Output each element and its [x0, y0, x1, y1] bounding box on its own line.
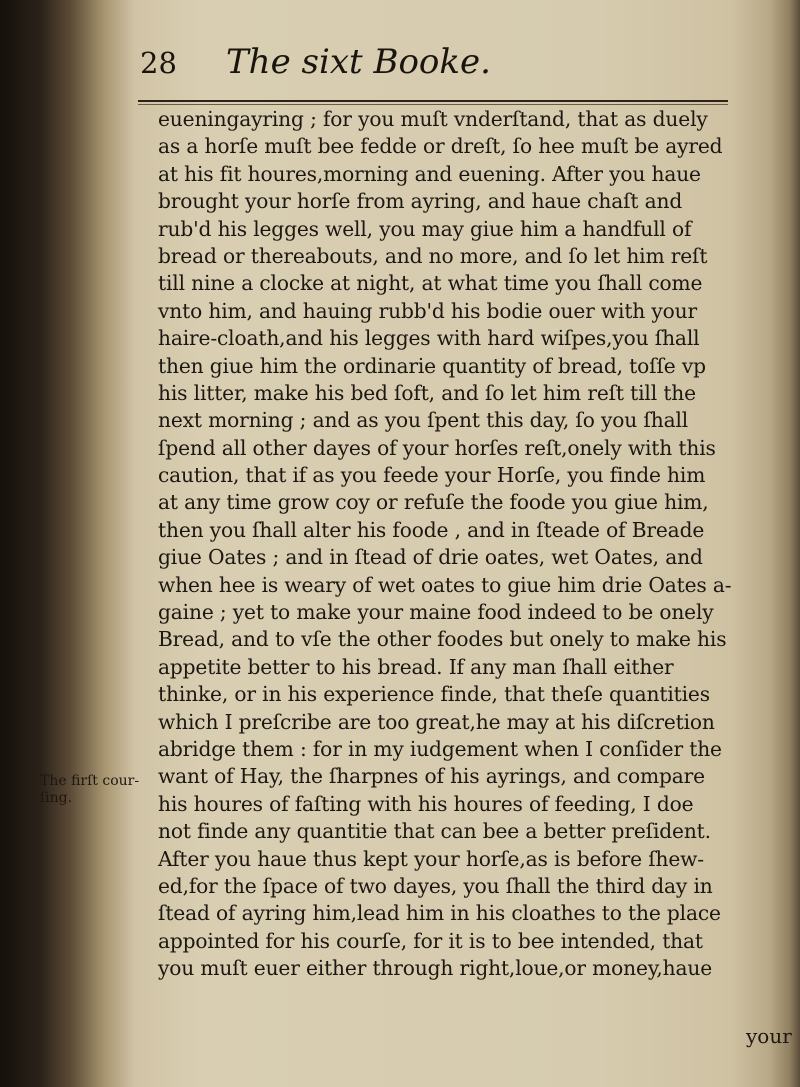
running-title: The sixt Booke.: [226, 42, 491, 82]
text-line: vnto him, and hauing rubb'd his bodie ouer with your: [158, 298, 698, 323]
text-line: giue Oates ; and in ſtead of drie oates, wet Oates, and: [158, 545, 703, 570]
text-line: at any time grow coy or refuſe the foode you giue him,: [158, 490, 709, 515]
text-line: Bread, and to vſe the other foodes but onely to make his: [158, 627, 727, 652]
text-line: want of Hay, the ſharpnes of his ayrings, and compare: [158, 764, 705, 789]
text-line: appetite better to his bread. If any man ſhall either: [158, 654, 674, 679]
text-line: ſtead of ayring him,lead him in his cloathes to the place: [158, 901, 721, 926]
text-line: ſpend all other dayes of your horſes reſt,onely with this: [158, 435, 716, 460]
text-line: when hee is weary of wet oates to giue him drie Oates a-: [158, 572, 732, 597]
text-line: his houres of faſting with his houres of feeding, I doe: [158, 791, 694, 816]
text-line: at his fit houres,morning and euening. After you haue: [158, 161, 701, 186]
text-line: you muſt euer either through right,loue,or money,haue: [158, 956, 713, 981]
text-line: eueningayring ; for you muſt vnderſtand, that as duely: [158, 107, 708, 131]
text-line: bread or thereabouts, and no more, and ſo let him reſt: [158, 243, 708, 268]
text-line: his litter, make his bed ſoft, and ſo let him reſt till the: [158, 380, 696, 405]
catchword: your: [746, 1024, 792, 1048]
text-line: After you haue thus kept your horſe,as is before ſhew-: [158, 846, 704, 871]
text-line: ed,for the ſpace of two dayes, you ſhall the third day in: [158, 873, 713, 898]
text-line: gaine ; yet to make your maine food indeed to be onely: [158, 600, 714, 625]
text-line: abridge them : for in my iudgement when I conſider the: [158, 736, 722, 761]
text-line: caution, that if as you feede your Horſe, you finde him: [158, 463, 706, 488]
text-line: not finde any quantitie that can bee a better preſident.: [158, 819, 711, 844]
text-line: rub'd his legges well, you may giue him a handfull of: [158, 216, 692, 241]
text-line: till nine a clocke at night, at what time you ſhall come: [158, 271, 703, 296]
marginal-note: The firſt cour-ſing.: [40, 773, 140, 806]
body-text: [158, 106, 798, 983]
text-line: then you ſhall alter his foode , and in ſteade of Breade: [158, 517, 705, 542]
text-line: haire-cloath,and his legges with hard wiſpes,you ſhall: [158, 326, 700, 351]
text-line: which I preſcribe are too great,he may at his diſcretion: [158, 709, 715, 734]
text-line: next morning ; and as you ſpent this day, ſo you ſhall: [158, 408, 689, 433]
text-line: appointed for his courſe, for it is to bee intended, that: [158, 928, 703, 953]
text-line: brought your horſe from ayring, and haue chaſt and: [158, 189, 683, 214]
text-line: thinke, or in his experience finde, that theſe quantities: [158, 682, 710, 707]
header-rule: [138, 100, 728, 102]
header-rule-thin: [138, 104, 728, 105]
text-line: as a horſe muſt bee fedde or dreſt, ſo hee muſt be ayred: [158, 134, 723, 159]
text-line: then giue him the ordinarie quantity of bread, toſſe vp: [158, 353, 706, 378]
page-number: 28: [140, 46, 177, 80]
